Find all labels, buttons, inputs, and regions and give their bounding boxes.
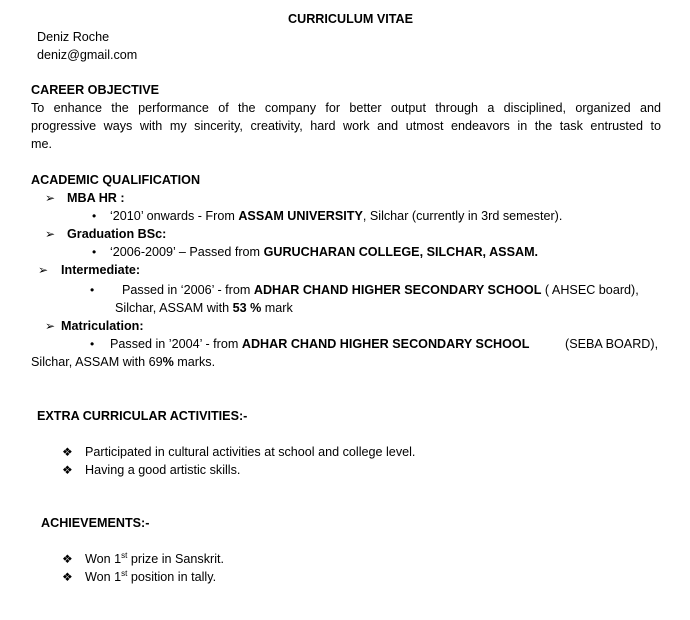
candidate-email: deniz@gmail.com [37,48,138,62]
mba-detail [110,207,562,225]
text: mark [261,301,293,315]
career-objective-heading: CAREER OBJECTIVE [31,83,160,97]
extra-item: Having a good artistic skills. [85,463,241,477]
intermediate-detail [122,281,639,299]
text: , Silchar (currently in 3rd semester). [362,209,563,223]
document-title: CURRICULUM VITAE [288,12,413,26]
text: Silchar, ASSAM with [115,301,233,315]
text: prize in Sanskrit. [127,552,224,566]
text: Passed in ’2004’ - from [110,337,242,351]
text: Silchar, ASSAM with 69 [31,355,163,369]
text: marks. [173,355,216,369]
extra-item: Participated in cultural activities at school and college level. [85,445,416,459]
career-objective-line: me. [31,137,52,151]
career-objective-line: progressive ways with my sincerity, creativity, hard work and utmost endeavors in the task entrusted to [31,119,661,133]
board-name: (SEBA BOARD), [565,337,659,351]
intermediate-detail-cont [115,299,293,317]
achievements-heading: ACHIEVEMENTS:- [41,516,150,530]
diamond-bullet-icon: ❖ [62,445,73,459]
bullet-icon: • [90,283,95,297]
bullet-icon: • [92,209,97,223]
matriculation-detail-cont [31,353,215,371]
intermediate-label: Intermediate: [61,263,141,277]
ordinal: st [121,551,128,560]
text: ( AHSEC board), [541,283,639,297]
percentage: 53 % [232,301,262,315]
matriculation-detail [110,335,529,353]
mba-label: MBA HR : [67,191,125,205]
diamond-bullet-icon: ❖ [62,552,73,566]
text: Won 1 [85,570,122,584]
graduation-detail [110,243,538,261]
diamond-bullet-icon: ❖ [62,463,73,477]
text: ‘2006-2009’ – Passed from [110,245,264,259]
arrow-bullet-icon: ➢ [45,191,56,205]
achievement-item [85,550,224,568]
graduation-label: Graduation BSc: [67,227,167,241]
text: position in tally. [127,570,217,584]
diamond-bullet-icon: ❖ [62,570,73,584]
school-name: ADHAR CHAND HIGHER SECONDARY SCHOOL [253,283,542,297]
text: Won 1 [85,552,122,566]
college-name: GURUCHARAN COLLEGE, SILCHAR, ASSAM. [263,245,539,259]
arrow-bullet-icon: ➢ [45,319,56,333]
university-name: ASSAM UNIVERSITY [238,209,363,223]
career-objective-line: To enhance the performance of the company for better output through a disciplined, organized and [31,101,661,115]
matriculation-label: Matriculation: [61,319,144,333]
school-name: ADHAR CHAND HIGHER SECONDARY SCHOOL [241,337,530,351]
bullet-icon: • [90,337,95,351]
arrow-bullet-icon: ➢ [45,227,56,241]
achievement-item [85,568,216,586]
extra-curricular-heading: EXTRA CURRICULAR ACTIVITIES:- [37,409,248,423]
text: ‘2010’ onwards - From [110,209,239,223]
ordinal: st [121,569,128,578]
candidate-name: Deniz Roche [37,30,110,44]
arrow-bullet-icon: ➢ [38,263,49,277]
bullet-icon: • [92,245,97,259]
text: Passed in ‘2006’ - from [122,283,254,297]
percentage: % [162,355,174,369]
academic-heading: ACADEMIC QUALIFICATION [31,173,201,187]
